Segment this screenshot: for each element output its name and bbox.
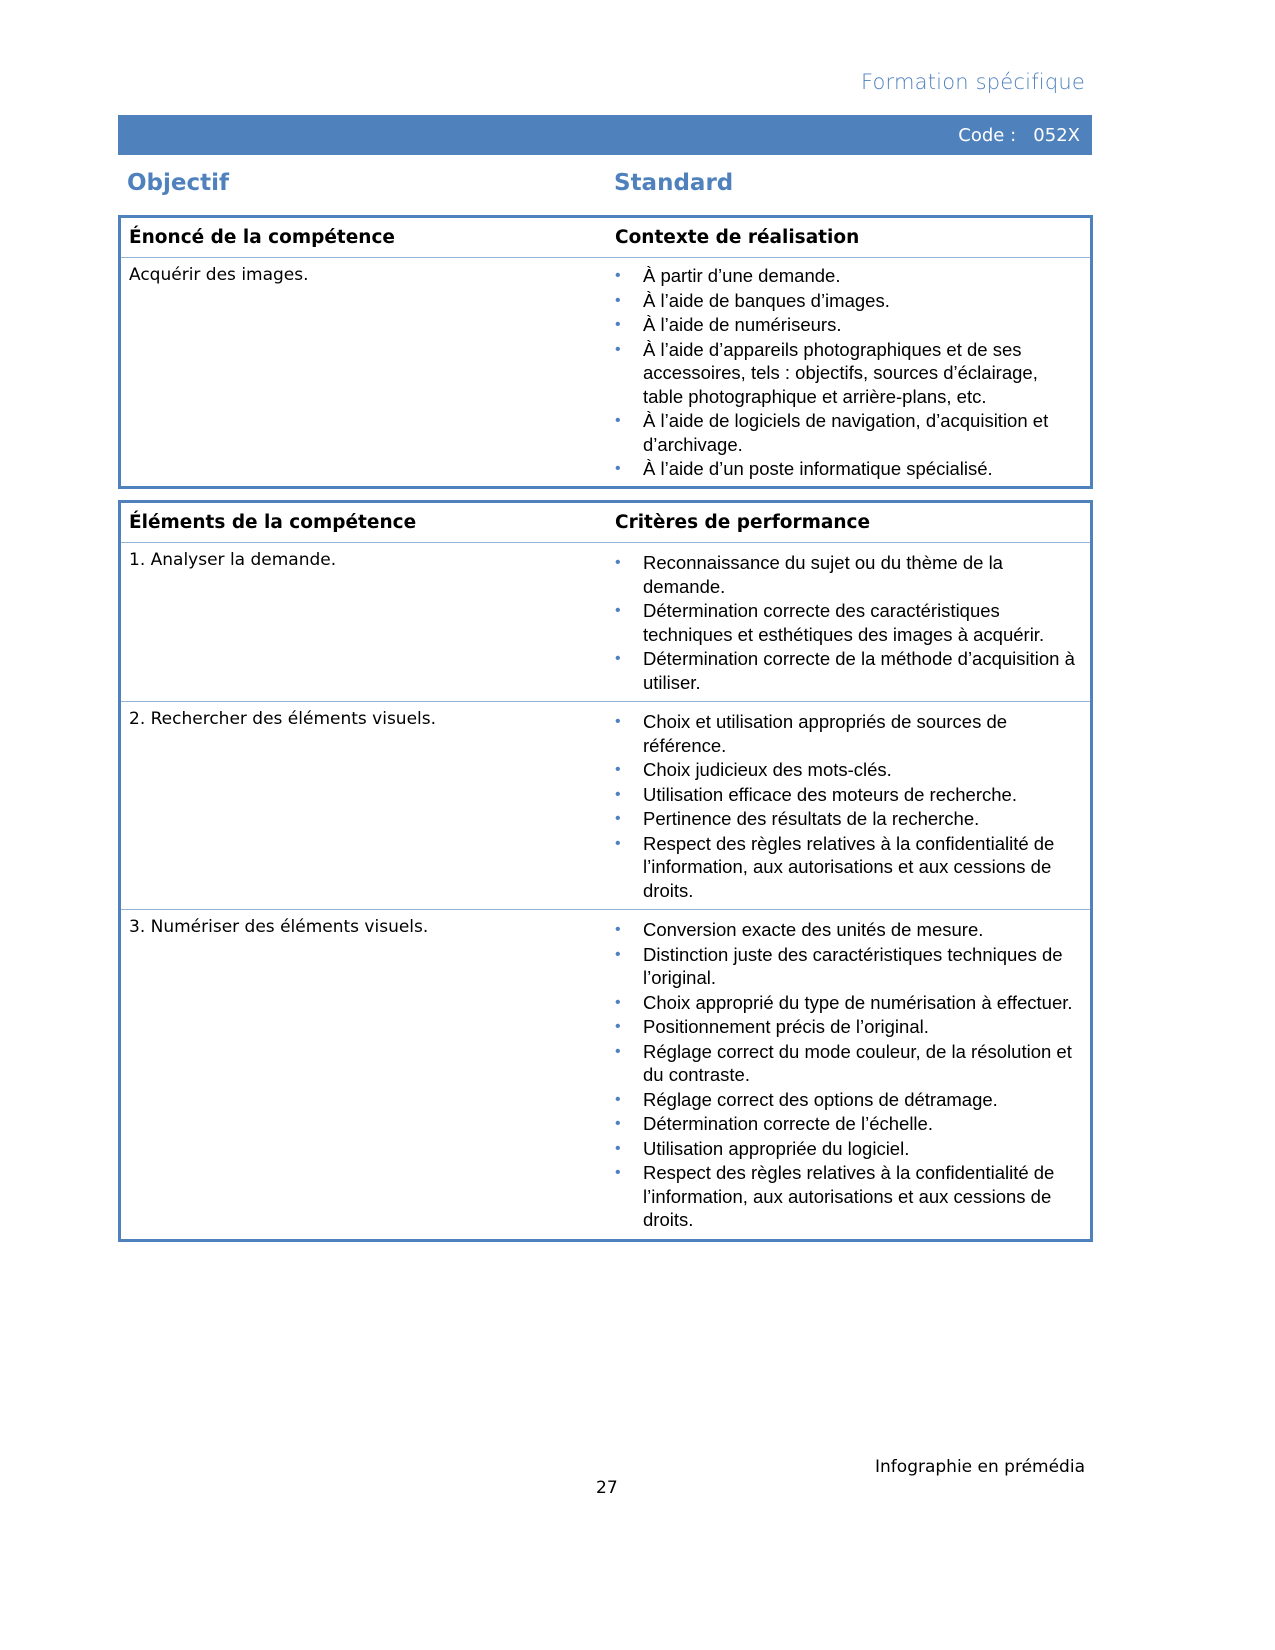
list-item-text: Détermination correcte de l’échelle. [643, 1113, 933, 1134]
list-item-text: À partir d’une demande. [643, 265, 841, 286]
list-item [615, 457, 1082, 481]
list-item-text: Choix judicieux des mots-clés. [643, 759, 892, 780]
criteria-table [118, 500, 1093, 1242]
list-item [615, 1112, 1082, 1136]
bullet-icon: • [615, 1164, 621, 1181]
list-item [615, 918, 1082, 942]
list-item [615, 943, 1082, 990]
bullet-icon: • [615, 650, 621, 667]
list-item-text: À l’aide d’appareils photographiques et de ses accessoires, tels : objectifs, sources d’éclairage, table photographique et arrière-plans, etc. [643, 338, 1038, 407]
criteria-cell [607, 910, 1092, 1241]
list-item [615, 1015, 1082, 1039]
list-item [615, 313, 1082, 337]
list-item-text: Choix approprié du type de numérisation à effectuer. [643, 991, 1073, 1013]
bullet-icon: • [615, 1115, 621, 1132]
bullet-icon: • [615, 1090, 621, 1108]
page-number: 27 [596, 1478, 618, 1498]
section-standard: Standard [614, 170, 734, 196]
bullet-icon: • [615, 554, 621, 571]
criteria-list [615, 551, 1082, 694]
list-item-text: Choix et utilisation appropriés de sources de référence. [643, 711, 1008, 756]
context-list [615, 264, 1082, 481]
list-item-text: Respect des règles relatives à la confidentialité de l’information, aux autorisations et aux cessions de droits. [643, 1162, 1055, 1230]
list-item [615, 783, 1082, 807]
list-item [615, 599, 1082, 646]
list-item [615, 1161, 1082, 1232]
list-item [615, 1040, 1082, 1087]
element-cell: 3. Numériser des éléments visuels. [120, 910, 608, 1241]
list-item-text: Pertinence des résultats de la recherche. [643, 808, 980, 829]
list-item [615, 710, 1082, 757]
bullet-icon: • [615, 921, 621, 938]
list-item-text: Utilisation efficace des moteurs de recherche. [643, 783, 1017, 805]
header-title: Formation spécifique [860, 70, 1085, 94]
bullet-icon: • [615, 1139, 621, 1157]
list-item [615, 551, 1082, 598]
list-item-text: À l’aide de numériseurs. [643, 314, 842, 335]
bullet-icon: • [615, 761, 621, 778]
list-item-text: À l’aide d’un poste informatique spécialisé. [643, 458, 993, 479]
list-item-text: À l’aide de banques d’images. [643, 289, 890, 311]
section-objectif: Objectif [127, 170, 230, 196]
bullet-icon: • [615, 713, 621, 730]
element-cell: 1. Analyser la demande. [120, 543, 608, 702]
list-item-text: À l’aide de logiciels de navigation, d’acquisition et d’archivage. [643, 410, 1049, 455]
list-item-text: Détermination correcte de la méthode d’acquisition à utiliser. [643, 648, 1075, 693]
bullet-icon: • [615, 267, 621, 284]
list-item [615, 832, 1082, 903]
table-row [120, 543, 1092, 702]
bullet-icon: • [615, 340, 621, 358]
header-statement: Énoncé de la compétence [129, 227, 395, 248]
list-item [615, 1137, 1082, 1161]
list-item [615, 807, 1082, 831]
list-item-text: Détermination correcte des caractéristiques techniques et esthétiques des images à acquérir. [643, 600, 1045, 645]
list-item-text: Reconnaissance du sujet ou du thème de la demande. [643, 552, 1003, 597]
table-row [120, 910, 1092, 1241]
list-item [615, 289, 1082, 313]
bullet-icon: • [615, 810, 621, 827]
header-criteria: Critères de performance [615, 512, 871, 533]
criteria-cell [607, 543, 1092, 702]
list-item-text: Réglage correct des options de détramage. [643, 1088, 998, 1110]
header-context: Contexte de réalisation [615, 227, 860, 248]
bullet-icon: • [615, 291, 621, 309]
criteria-list [615, 918, 1082, 1232]
list-item-text: Positionnement précis de l’original. [643, 1016, 929, 1037]
context-table [118, 215, 1093, 489]
bullet-icon: • [615, 993, 621, 1011]
code-band [118, 115, 1092, 155]
list-item-text: Distinction juste des caractéristiques techniques de l’original. [643, 943, 1063, 988]
list-item [615, 758, 1082, 782]
bullet-icon: • [615, 945, 621, 963]
list-item [615, 991, 1082, 1015]
bullet-icon: • [615, 1018, 621, 1035]
list-item [615, 264, 1082, 288]
code-label: Code : 052X [958, 125, 1080, 146]
element-cell: 2. Rechercher des éléments visuels. [120, 702, 608, 910]
bullet-icon: • [615, 412, 621, 429]
list-item-text: Respect des règles relatives à la confidentialité de l’information, aux autorisations et aux cessions de droits. [643, 832, 1055, 901]
list-item [615, 409, 1082, 456]
statement-cell: Acquérir des images. [120, 258, 608, 488]
header-elements: Éléments de la compétence [129, 512, 417, 533]
list-item [615, 1088, 1082, 1112]
footer-program: Infographie en prémédia [875, 1457, 1085, 1477]
bullet-icon: • [615, 834, 621, 852]
list-item-text: Conversion exacte des unités de mesure. [643, 919, 984, 940]
bullet-icon: • [615, 1042, 621, 1060]
bullet-icon: • [615, 460, 621, 477]
bullet-icon: • [615, 316, 621, 333]
bullet-icon: • [615, 602, 621, 619]
list-item [615, 338, 1082, 409]
list-item-text: Réglage correct du mode couleur, de la résolution et du contraste. [643, 1040, 1072, 1085]
list-item-text: Utilisation appropriée du logiciel. [643, 1137, 910, 1159]
table-row [120, 702, 1092, 910]
criteria-cell [607, 702, 1092, 910]
bullet-icon: • [615, 785, 621, 803]
list-item [615, 647, 1082, 694]
criteria-list [615, 710, 1082, 902]
